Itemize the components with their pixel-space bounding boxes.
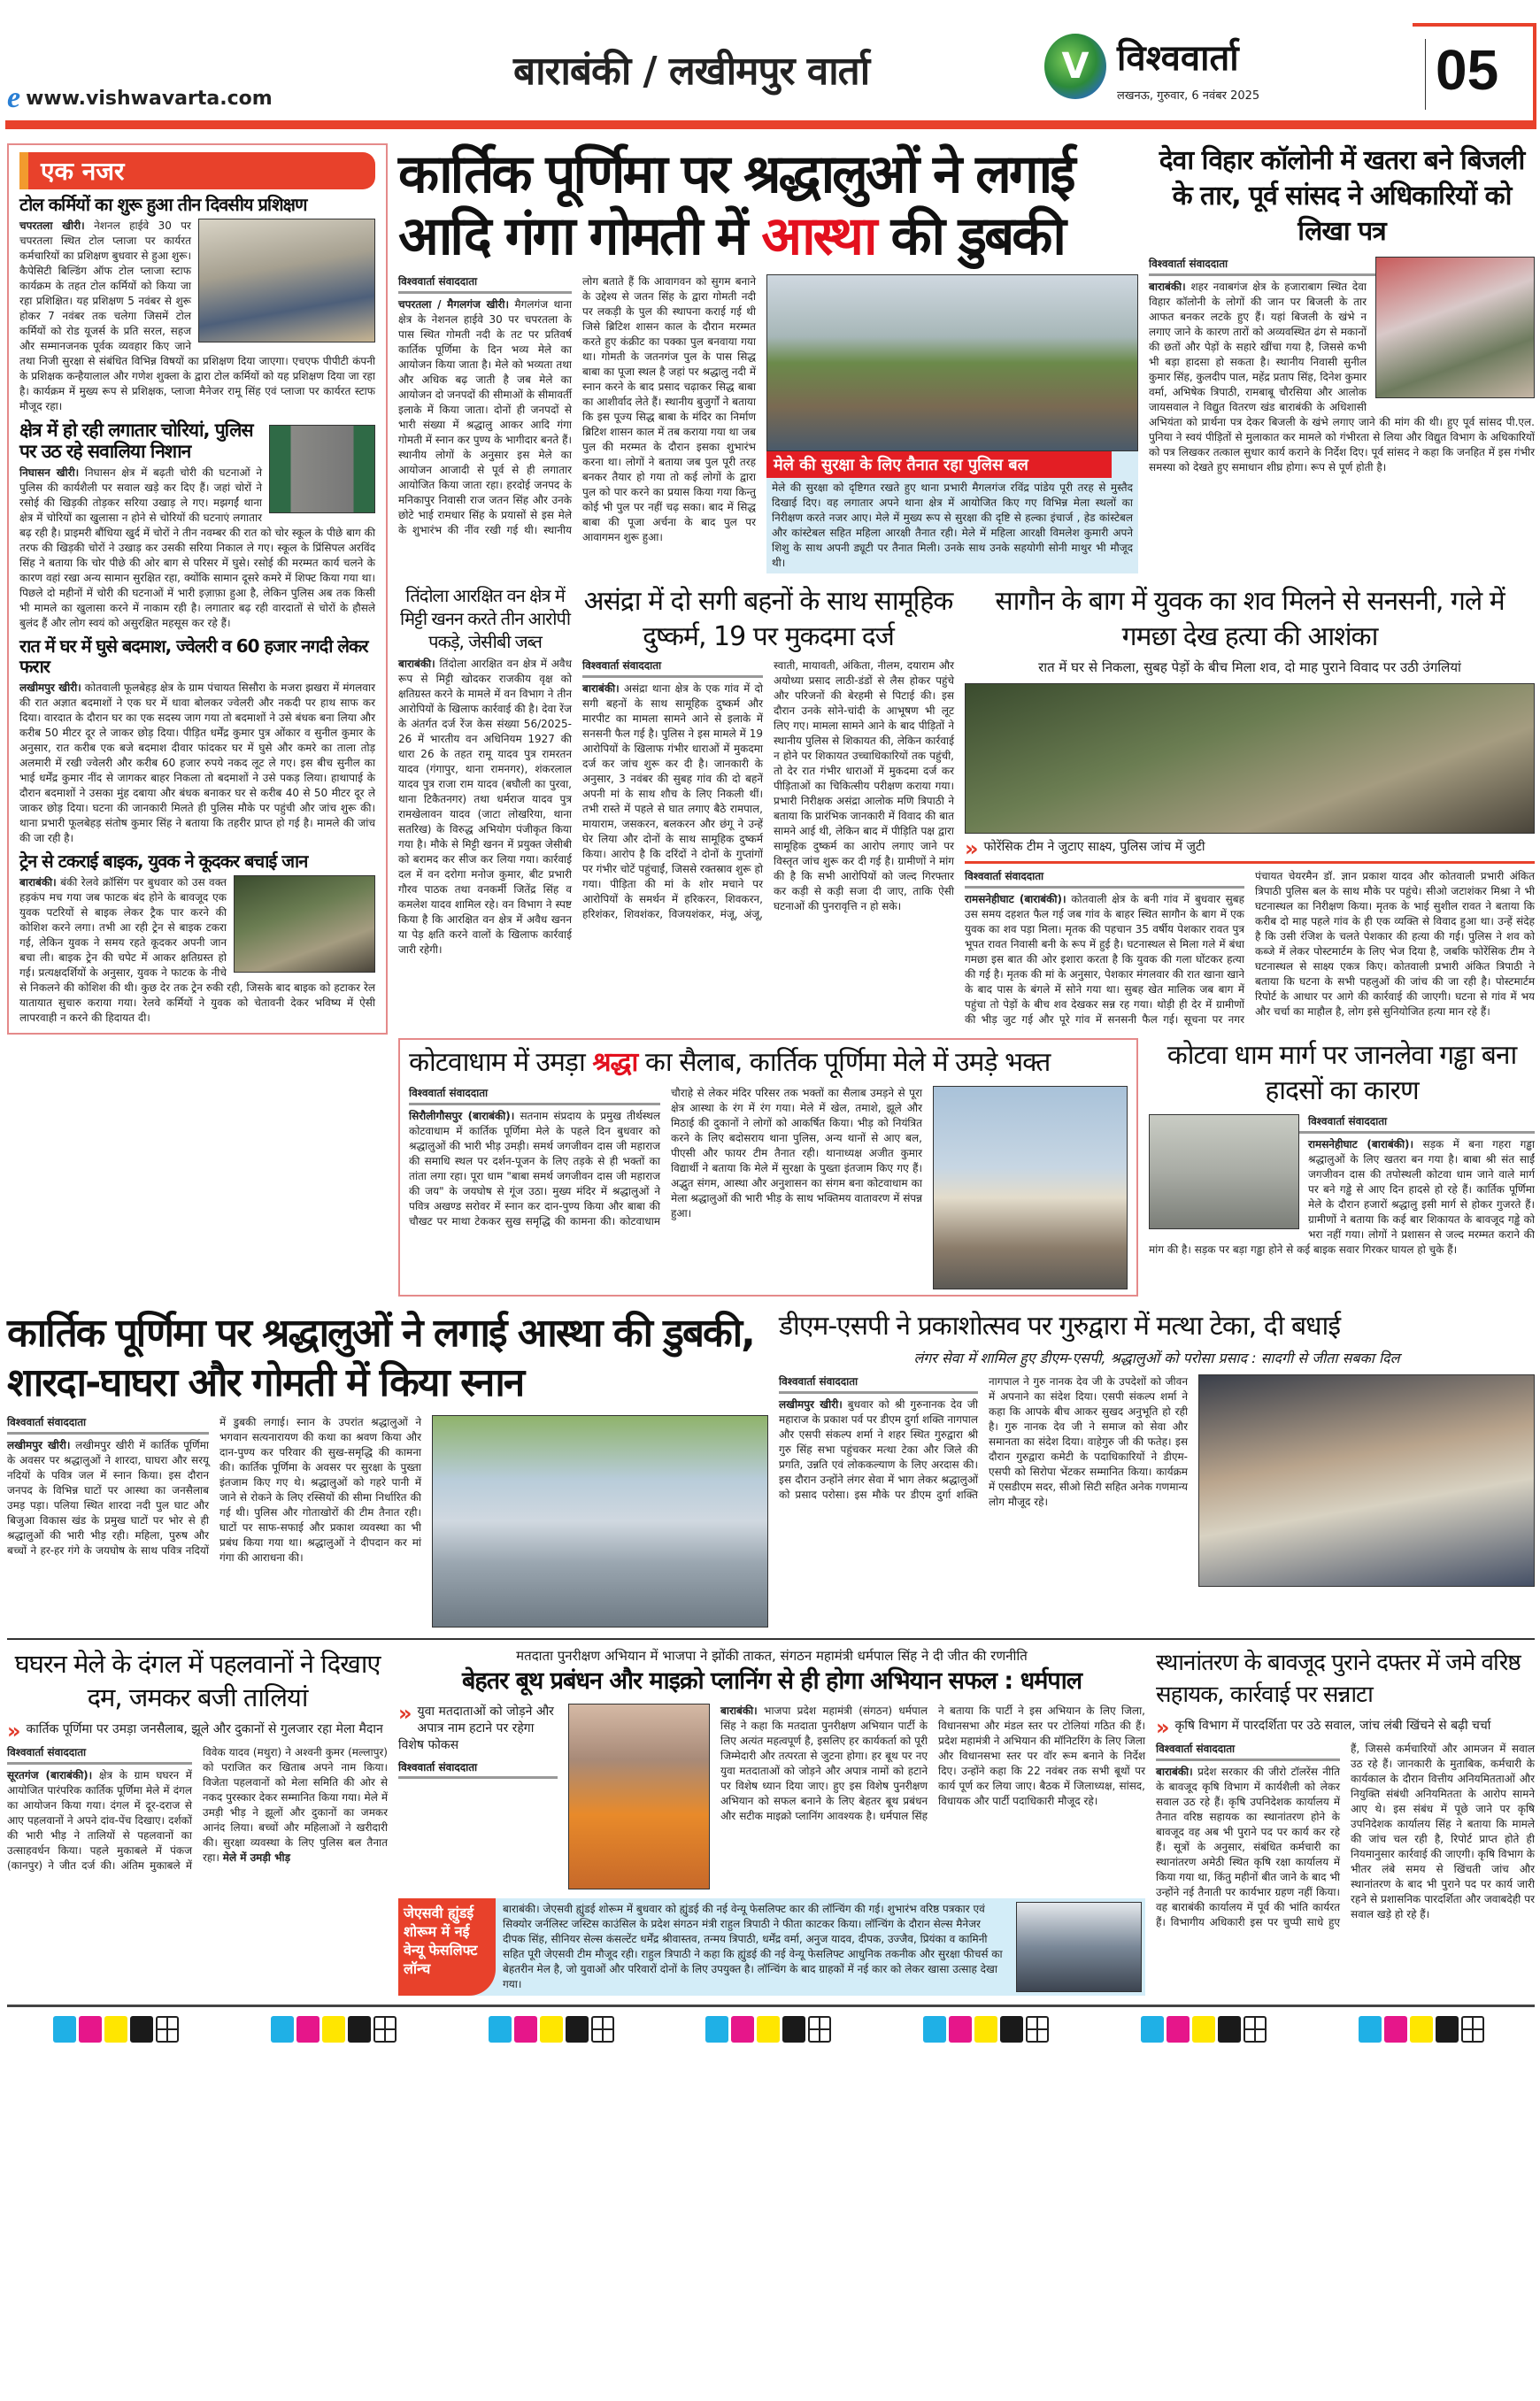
masthead [0, 0, 1540, 135]
color-bar-group [705, 2016, 834, 2043]
kotwa-marg-headline: कोटवा धाम मार्ग पर जानलेवा गड्ढा बना हादसों का कारण [1167, 1040, 1517, 1106]
color-swatch [566, 2016, 589, 2043]
sthanantaran-headline: स्थानांतरण के बावजूद पुराने दफ्तर में जमे वरिष्ठ सहायक, कार्रवाई पर सन्नाटा [1156, 1650, 1521, 1708]
photo-ghat-snan [432, 1415, 768, 1628]
color-swatch [296, 2016, 320, 2043]
asandra-story [582, 584, 954, 922]
crosshair-icon [591, 2016, 614, 2043]
dm-sp-headline: डीएम-एसपी ने प्रकाशोत्सव पर गुरुद्वारा में मत्था टेका, दी बधाई [779, 1311, 1341, 1342]
sharda-body: विश्ववार्ता संवाददाता लखीमपुर खीरी। लखीमपुर खीरी में कार्तिक पूर्णिमा के अवसर पर श्रद्धालुओं ने शारदा, घाघरा और सरयू नदियों के पवित्र जल में स्नान किया। इस दौरान जनपद के विभिन्न घाटों पर आस्था का जनसैलाब उमड़ पड़ा। पलिया स्थित शारदा नदी पुल घाट और बिजुआ विकास खंड के प्रमुख घाटों पर भोर से ही श्रद्धालुओं की भारी भीड़ रही। महिला, पुरुष और बच्चों ने हर-हर गंगे के जयघोष के साथ पवित्र नदियों में डुबकी लगाई। स्नान के उपरांत श्रद्धालुओं ने भगवान सत्यनारायण की कथा का श्रवण किया और दान-पुण्य कर परिवार की सुख-समृद्धि की कामना की। कार्तिक पूर्णिमा के अवसर पर सुरक्षा के पुख्ता इंतजाम किए गए थे। श्रद्धालुओं को गहरे पानी में जाने से रोकने के लिए रस्सियों की सीमा निर्धारित की गई थी। पुलिस और गोताखोरों की टीम तैनात रही। घाटों पर साफ-सफाई और प्रकाश व्यवस्था का भी प्रबंध किया गया था। श्रद्धालुओं ने दीपदान कर मां गंगा की आराधना की। [7, 1416, 421, 1564]
photo-train-bike [234, 875, 375, 973]
color-swatch [1141, 2016, 1164, 2043]
caption-title: मेले की सुरक्षा के लिए तैनात रहा पुलिस बल [766, 451, 1112, 478]
ad-body: बाराबंकी। जेएसवी ह्युंडई शोरूम में बुधवार को ह्युंडई की नई वेन्यू फेसलिफ्ट कार की लॉन्चिंग की गई। शुभारंभ वरिष्ठ पत्रकार एवं सिक्योर जर्नलिस्ट जस्टिस काउंसिल के प्रदेश संगठन मंत्री राहुल त्रिपाठी ने फीता काटकर किया। लॉन्चिंग के दौरान सेल्स मैनेजर दीपक सिंह, सीनियर सेल्स कंसल्टेंट धर्मेंद्र श्रीवास्तव, तन्मय त्रिपाठी, धर्मेंद्र वर्मा, अनुज यादव, दीपक, उज्जैव, प्रियंका व कामिनी सहित पूरी जेएसवी टीम मौजूद रही। राहुल त्रिपाठी ने कहा कि ह्युंडई की नई वेन्यू फेसलिफ्ट आधुनिक तकनीक और सुरक्षा फीचर्स का बेहतरीन मेल है, जो युवाओं और परिवारों दोनों के लिए उपयुक्त है। लॉन्चिंग के बाद ग्राहकों में नई कार को लेकर खासा उत्साह देखा गया। [503, 1903, 1003, 1990]
color-swatch [923, 2016, 946, 2043]
color-swatch [1436, 2016, 1459, 2043]
kotwa-marg-body: विश्ववार्ता संवाददाता रामसनेहीघाट (बाराबंकी)। सड़क में बना गहरा गड्ढा श्रद्धालुओं के लिए खतरा बन गया है। बाबा श्री संत साईं जगजीवन दास की तपोस्थली कोटवा धाम जाने वाले मार्ग पर बने गड्ढे से आए दिन हादसे हो रहे हैं। कार्तिक पूर्णिमा मेले के दौरान हजारों श्रद्धालु इसी मार्ग से होकर गुजरते हैं। ग्रामीणों ने बताया कि कई बार शिकायत के बावजूद गड्ढे को भरा नहीं गया। लोगों ने प्रशासन से जल्द मरम्मत कराने की मांग की है। सड़क पर बड़ा गड्ढा होने से कई बाइक सवार गिरकर घायल हो चुके हैं। [1149, 1115, 1535, 1256]
story [19, 851, 375, 1026]
color-swatch [104, 2016, 127, 2043]
crosshair-icon [156, 2016, 179, 2043]
matdata-pull-quote: » युवा मतदाताओं को जोड़ने और अपात्र नाम हटाने पर रहेगा विशेष फोकस [398, 1701, 554, 1752]
ghagharan-pull-quote: » कार्तिक पूर्णिमा पर उमड़ा जनसैलाब, झूले और दुकानों से गुलजार रहा मेला मैदान [7, 1719, 383, 1743]
tindola-story [398, 584, 572, 958]
color-bar-group [923, 2016, 1051, 2043]
double-chevron-icon: » [965, 836, 979, 861]
hyundai-advertorial [398, 1898, 1145, 1996]
matdata-body: बाराबंकी। भाजपा प्रदेश महामंत्री (संगठन) धर्मपाल सिंह ने कहा कि मतदाता पुनरीक्षण अभियान पार्टी के लिए अत्यंत महत्वपूर्ण है, इसलिए हर कार्यकर्ता को पूरी जिम्मेदारी और तत्परता से जुटना होगा। हर बूथ पर नए युवा मतदाताओं को जोड़ने और अपात्र नामों को हटाने पर विशेष ध्यान दिया जाए। हुए इस विशेष पुनरीक्षण अभियान को सफल बनाने के लिए बेहतर बूथ प्रबंधन और सटीक माइक्रो प्लानिंग आवश्यक है। धर्मपाल सिंह ने बताया कि पार्टी ने इस अभियान के लिए जिला, विधानसभा और मंडल स्तर पर टोलियां गठित की हैं। प्रदेश महामंत्री ने अभियान की मॉनिटरिंग के लिए जिला और विधानसभा स्तर पर वॉर रूम बनाने के निर्देश दिए। उन्होंने कहा कि 22 नवंबर तक सभी बूथों पर कार्य पूर्ण कर लिया जाए। बैठक में जिलाध्यक्ष, सांसद, विधायक और पार्टी पदाधिकारी मौजूद रहे। [720, 1705, 1145, 1822]
ek-nazar-box [7, 143, 388, 1035]
brand-name: विश्ववार्ता [1117, 38, 1239, 79]
matdata-kicker: मतदाता पुनरीक्षण अभियान में भाजपा ने झोंकी ताकत, संगठन महामंत्री धर्मपाल सिंह ने दी जीत की रणनीति [516, 1648, 1028, 1664]
story [19, 636, 375, 846]
dm-sp-subhead: लंगर सेवा में शामिल हुए डीएम-एसपी, श्रद्धालुओं को परोसा प्रसाद : सादगी से जीता सबका दिल [913, 1350, 1400, 1366]
photo-kotwadham-temple [933, 1086, 1128, 1289]
ghagharan-story [7, 1647, 388, 1874]
crosshair-icon [808, 2016, 831, 2043]
sagaun-story [965, 584, 1535, 1027]
header-rule [5, 120, 1536, 129]
sagaun-body: विश्ववार्ता संवाददाता रामसनेहीघाट (बाराबंकी)। कोतवाली क्षेत्र के बनी गांव में बुधवार सुबह उस समय दहशत फैल गई जब गांव के बाहर स्थित सागौन के बाग में एक युवक का शव पड़ा मिला। मृतक की पहचान 35 वर्षीय पेशकार रावत पुत्र भूपत रावत निवासी बनी के रूप में हुई है। घटनास्थल से मिला गले में बंधा गमछा इस बात की ओर इशारा करता है कि युवक की गला घोंटकर हत्या की गई है। मृतक की मां के अनुसार, पेशकार मंगलवार की रात खाना खाने के बाद पास के बंगले में सोने गया था। सुबह खेत मालिक जब बाग में पहुंचा तो पेड़ों के बीच शव देखकर सन्न रह गया। थोड़ी ही देर में ग्रामीणों की भीड़ जुट गई और पूरे गांव में सनसनी फैल गई। सूचना पर नगर पंचायत चेयरमैन डॉ. ज्ञान प्रकाश यादव और कोतवाली प्रभारी अंकित त्रिपाठी पुलिस बल के साथ मौके पर पहुंचे। सीओ जटाशंकर मिश्रा ने भी घटनास्थल का निरीक्षण किया। मृतक के भाई सुशील रावत ने बताया कि करीब दो माह पहले गांव के ही एक व्यक्ति से विवाद हुआ था। उन्हें संदेह है कि उसी रंजिश के चलते पेशकार की हत्या की गई। पुलिस ने शव को कब्जे में लेकर पोस्टमार्टम के लिए भेज दिया है, जबकि फोरेंसिक टीम ने घटनास्थल से साक्ष्य एकत्र किए। कोतवाली प्रभारी अंकित त्रिपाठी ने बताया कि घटना के सभी पहलुओं की जांच की जा रही है। पोस्टमार्टम रिपोर्ट के आधार पर आगे की कार्रवाई की जाएगी। घटना से गांव में भय और चर्चा का माहौल है, लोग इसे सुनियोजित हत्या मान रहे हैं। [965, 870, 1535, 1026]
photo-showroom-launch [1016, 1902, 1142, 1992]
color-bar-group [1359, 2016, 1487, 2043]
ad-title: जेएसवी ह्युंडई शोरूम में नई वेन्यू फेसलिफ्ट लॉन्च [398, 1898, 496, 1996]
sthanantaran-pull-quote: » कृषि विभाग में पारदर्शिता पर उठे सवाल, जांच लंबी खिंचने से बढ़ी चर्चा [1156, 1715, 1491, 1740]
color-bar-group [271, 2016, 399, 2043]
story-body: चपरतला खीरी। नेशनल हाईवे 30 पर चपरतला स्थित टोल प्लाजा पर कार्यरत कर्मचारियों का प्रशिक्षण बुधवार से हुआ शुरू। कैपेसिटी बिल्डिंग ऑफ टोल प्लाजा स्टाफ कार्यक्रम के तहत टोल कर्मियों को किया जा रहा प्रशिक्षित। यह प्रशिक्षण 5 नवंबर से शुरू होकर 7 नवंबर तक चलेगा जिसमें टोल कर्मियों को रोड यूजर्स के प्रति सरल, सहज और सम्मानजनक पूर्वक व्यवहार किए जाने तथा निजी सुरक्षा से संबंधित विभिन्न विषयों का प्रशिक्षण दिया जाएगा। एचएफ पीपीटी कंपनी के प्रशिक्षक कन्हैयालाल और गणेश शुक्ला के द्वारा टोल कर्मियों को यह प्रशिक्षण दिया जा रहा है। कार्यक्रम में मुख्य रूप से प्रशिक्षक, प्लाजा मैनेजर रामू सिंह एवं प्लाजा पर कार्यरत स्टाफ मौजूद रहा। [19, 219, 375, 412]
page-number: 05 [1436, 38, 1499, 102]
ghagharan-headline: घघरन मेले के दंगल में पहलवानों ने दिखाए दम, जमकर बजी तालियां [14, 1649, 381, 1712]
double-chevron-icon: » [1156, 1715, 1170, 1740]
photo-dharmpal [568, 1704, 710, 1889]
color-swatch [949, 2016, 972, 2043]
color-swatch [1192, 2016, 1215, 2043]
story-headline: ट्रेन से टकराई बाइक, युवक ने कूदकर बचाई जान [19, 850, 308, 873]
page-number-box [1413, 23, 1536, 120]
matdata-column [398, 1647, 1145, 1996]
asandra-body: विश्ववार्ता संवाददाता बाराबंकी। असंद्रा थाना क्षेत्र के एक गांव में दो सगी बहनों के साथ सामूहिक दुष्कर्म और मारपीट का मामला सामने आने से इलाके में सनसनी फैल गई है। पुलिस ने इस मामले में 19 आरोपियों के खिलाफ गंभीर धाराओं में मुकदमा दर्ज कर जांच शुरू कर दी है। जानकारी के अनुसार, 3 नवंबर की सुबह गांव की दो बहनें अपनी मां के साथ शौच के लिए निकली थीं। तभी रास्ते में पहले से घात लगाए बैठे रामपाल, मायाराम, जसकरन, बलकरन और छंगू ने उन्हें घेर लिया और दोनों के साथ सामूहिक दुष्कर्म किया। आरोप है कि दरिंदों ने दोनों के गुप्तांगों पर गंभीर चोटें पहुंचाईं, जिससे रक्तस्राव शुरू हो गया। पीड़िता की मां के शोर मचाने पर आरोपियों के समर्थन में हरिकरन, शिवकरन, हरिशंकर, शिवशंकर, विजयशंकर, मंजू, अंजू, स्वाती, मायावती, अंकिता, नीलम, दयाराम और अयोध्या प्रसाद लाठी-डंडों से लैस होकर पहुंचे और परिजनों की बेरहमी से पिटाई की। इस दौरान उनके सोने-चांदी के आभूषण भी लूट लिए गए। मामला सामने आने के बाद पीड़ितों ने स्थानीय पुलिस से शिकायत की, लेकिन कार्रवाई न होने पर शिकायत उच्चाधिकारियों तक पहुंची, तो देर रात गंभीर धाराओं में मुकदमा दर्ज कर पीड़िताओं का चिकित्सीय परीक्षण कराया गया। प्रभारी निरीक्षक असंद्रा आलोक मणि त्रिपाठी ने बताया कि प्रारंभिक जानकारी में विवाद की बात सामने आई थी, लेकिन बाद में पीड़िति पक्ष द्वारा सामूहिक दुष्कर्म का आरोप लगाए जाने पर विस्तृत जांच शुरू कर दी गई है। ग्रामीणों ने मांग की है कि सभी आरोपियों को जल्द गिरफ्तार कर कड़ी से कड़ी सजा दी जाए, ताकि ऐसी घटनाओं की पुनरावृत्ति न हो सके। [582, 659, 954, 920]
website-link[interactable]: e www.vishwavarta.com [7, 81, 273, 114]
color-swatch [53, 2016, 76, 2043]
lead-body: विश्ववार्ता संवाददाता चपरतला / मैगलगंज खीरी। मैगलगंज थाना क्षेत्र के नेशनल हाईवे 30 पर चपरतला के पास स्थित गोमती नदी के तट पर प्रतिवर्ष कार्तिक पूर्णिमा के दिन भव्य मेले का आयोजन किया जाता है। मेले को भव्यता तथा और अधिक बढ़ जाती है जब मेले का आयोजन दो जनपदों की सीमाओं के सीमावर्ती इलाके में किया जाता। दोनों ही जनपदों से भारी संख्या में श्रद्धालु आकर आदि गंगा गोमती में स्नान कर पुण्य के भागीदार बनते हैं। स्थानीय लोगों के अनुसार इस मेले का आयोजन आजादी से पूर्व से ही लगातार आयोजित किया जाता रहा। हरदोई जनपद के मनिकापुर निवासी राज जतन सिंह और उनके छोटे भाई रामधार सिंह के प्रयासों से इस मेले के शुभारंभ की नींव रखी गई थी। स्थानीय लोग बताते हैं कि आवागवन को सुगम बनाने के उद्देश्य से जतन सिंह के द्वारा गोमती नदी पर लकड़ी के पुल की स्थापना कराई गई थी जिसे ब्रिटिश शासन काल के दौरान मरम्मत करते हुए कंक्रीट का पक्का पुल बनवाया गया था। गोमती के जतनगंज पुल के पास सिद्ध बाबा का पूजा स्थल है जहां पर श्रद्धालु नदी में स्नान करने के बाद प्रसाद चढ़ाकर सिद्ध बाबा का आशीर्वाद लेते हैं। स्थानीय बुजुर्गों ने बताया कि इस पूज्य सिद्ध बाबा के मंदिर का निर्माण ब्रिटिश शासन काल में तब कराया गया था जब पुल की मरम्मत के दौरान इसका शुभारंभ करना था। लोगों ने बताया जब पुल पूरी तरह बनकर तैयार हो गया तो कई लोगों के द्वारा पुल को पार करने का प्रयास किया गया किन्तु कोई भी पुल पर नहीं चढ़ सका। बाद में सिद्ध बाबा की पूजा अर्चना के बाद पुल पर आवागमन शुरू हुआ। [398, 275, 756, 543]
color-swatch [705, 2016, 728, 2043]
crosshair-icon [1244, 2016, 1267, 2043]
color-swatch [322, 2016, 345, 2043]
dm-sp-body: विश्ववार्ता संवाददाता लखीमपुर खीरी। बुधवार को श्री गुरुनानक देव जी महाराज के प्रकाश पर्व पर डीएम दुर्गा शक्ति नागपाल और एसपी संकल्प शर्मा ने शहर स्थित गुरुद्वारा श्री गुरु सिंह सभा पहुंचकर मत्था टेका और जिले की प्रगति, उन्नति एवं लोककल्याण के लिए अरदास की। इस दौरान उन्होंने लंगर सेवा में भाग लेकर श्रद्धालुओं को प्रसाद परोसा। इस मौके पर डीएम दुर्गा शक्ति नागपाल ने गुरु नानक देव जी के उपदेशों को जीवन में अपनाने का संदेश दिया। एसपी संकल्प शर्मा ने कहा कि आपके बीच आकर सुखद अनुभूति हो रही है। गुरु नानक देव जी ने समाज को सेवा और समानता का संदेश दिया। वाहेगुरु जी की फतेह। इस दौरान गुरुद्वारा कमेटी के पदाधिकारियों ने डीएम-एसपी को सिरोपा भेंटकर सम्मानित किया। कार्यक्रम में एसडीएम सदर, सीओ सिटी सहित अनेक गणमान्य लोग मौजूद रहे। [779, 1375, 1188, 1508]
top-section [0, 135, 1540, 1297]
deva-vihar-body: विश्ववार्ता संवाददाता बाराबंकी। शहर नवाबगंज क्षेत्र के हजाराबाग स्थित देवा विहार कॉलोनी के लोगों की जान पर बिजली के तार आफत बनकर लटके हुए हैं। यहां बिजली के खंभे न लगाए जाने के कारण तारों को अव्यवस्थित ढंग से मकानों की छतों और पेड़ों के सहारे खींचा गया है, जिससे कभी भी बड़ा हादसा हो सकता है। स्थानीय निवासी सुनील कुमार सिंह, कुलदीप पाल, महेंद्र प्रताप सिंह, दिनेश कुमार वर्मा, अभिषेक त्रिपाठी, रामबाबू चौरसिया और आलोक जायसवाल ने विद्युत वितरण खंड बाराबंकी के अधिशासी अभियंता को प्रार्थना पत्र देकर बिजली के खंभे लगाए जाने की मांग की थी। हुए पूर्व सांसद पी.एल. पुनिया ने स्वयं पीड़ितों से मुलाकात कर मामले को गंभीरता से लिया और विद्युत विभाग के अधिकारियों को पत्र लिखकर तत्काल सुधार कार्य कराने के निर्देश दिए। पूर्व सांसद ने कहा कि जनहित में इस गंभीर समस्या को देखते हुए समाधान शीघ्र होगा। रूप से पूर्ण होती है। [1149, 258, 1535, 473]
logo: V [1044, 34, 1106, 99]
story-body: लखीमपुर खीरी। कोतवाली फूलबेहड़ क्षेत्र के ग्राम पंचायत सिसौरा के मजरा झखरा में मंगलवार की रात अज्ञात बदमाशों ने एक घर में धावा बोलकर ज्वेलरी और नकदी पर हाथ साफ कर दिया। वारदात के दौरान घर का एक सदस्य जाग गया तो बदमाशों ने उसे बंधक बना लिया और करीब 50 मीटर दूर ले जाकर छोड़ दिया। पीड़ित धर्मेंद्र कुमार पुत्र ओंकार व सुनील कुमार के अनुसार, रात करीब एक बजे बदमाश दीवार फांदकर घर में घुसे और कमरे का ताला तोड़ अलमारी में रखी ज्वेलरी और करीब 60 हजार रुपये नकद लूट ले गए। इस बीच सुनील का भाई धर्मेंद्र कुमार नींद से जागकर बाहर निकला तो बदमाशों ने उसे पकड़ लिया। हाथापाई के दौरान बदमाशों ने उसका मुंह दबाया और बंधक बनाकर घर से करीब 40 से 50 मीटर दूर ले जाकर छोड़ दिया। घटना की जानकारी मिलते ही पुलिस मौके पर पहुंची और जांच शुरू की। थाना प्रभारी फूलबेहड़ संतोष कुमार सिंह ने बताया कि तहरीर प्राप्त हो गई है। मामले की जांच की जा रही है। [19, 681, 375, 845]
color-swatch [79, 2016, 102, 2043]
dm-sp-story [779, 1309, 1535, 1587]
sthanantaran-body: विश्ववार्ता संवाददाता बाराबंकी। प्रदेश सरकार की जीरो टॉलरेंस नीति के बावजूद कृषि विभाग में कार्यशैली को लेकर सवाल उठ रहे हैं। कृषि उपनिदेशक कार्यालय में तैनात वरिष्ठ सहायक का स्थानांतरण होने के बावजूद वह अब भी पुराने पद पर कार्य कर रहे हैं। सूत्रों के अनुसार, संबंधित कर्मचारी का स्थानांतरण अमेठी स्थित कृषि रक्षा कार्यालय में किया गया था, किंतु महीनों बीत जाने के बाद भी उन्होंने नई तैनाती पर कार्यभार ग्रहण नहीं किया। वह बाराबंकी कार्यालय में पूर्व की भांति कार्यरत हैं। विभागीय अधिकारी इस पर चुप्पी साधे हुए हैं, जिससे कर्मचारियों और आमजन में सवाल उठ रहे हैं। जानकारी के मुताबिक, कर्मचारी के कार्यकाल के दौरान वित्तीय अनियमितताओं और नियुक्ति संबंधी अनियमितता के आरोप सामने आए थे। इस संबंध में पूछे जाने पर कृषि उपनिदेशक कार्यालय सिंह ने बताया कि मामले की जांच चल रही है, रिपोर्ट प्राप्त होते ही नियमानुसार कार्रवाई की जाएगी। कृषि विभाग के भीतर लंबे समय से खिंचती जांच और स्थानांतरण के बाद भी पुराने पद पर कार्य जारी रहने से प्रशासनिक पारदर्शिता और जवाबदेही पर सवाल खड़े हो रहे हैं। [1156, 1743, 1535, 1928]
sharda-headline: कार्तिक पूर्णिमा पर श्रद्धालुओं ने लगाई आस्था की डुबकी, शारदा-घाघरा और गोमती में किया स्नान [7, 1311, 754, 1405]
section-title: बाराबंकी / लखीमपुर वार्ता [513, 49, 870, 94]
color-swatch [1000, 2016, 1023, 2043]
color-swatch [1410, 2016, 1433, 2043]
browser-e-icon: e [7, 81, 21, 114]
sagaun-headline: सागौन के बाग में युवक का शव मिलने से सनसनी, गले में गमछा देख हत्या की आशंका [995, 586, 1505, 652]
main-area [398, 143, 1535, 1297]
color-swatch [514, 2016, 537, 2043]
sagaun-subhead: रात में घर से निकला, सुबह पेड़ों के बीच मिला शव, दो माह पुराने विवाद पर उठी उंगलियां [1038, 659, 1461, 675]
kotwadham-headline: कोटवाधाम में उमड़ा श्रद्धा का सैलाब, कार्तिक पूर्णिमा मेले में उमड़े भक्त [409, 1047, 1051, 1078]
photo-toll-training [198, 219, 375, 342]
photo-theft-window [269, 425, 375, 513]
color-swatch [974, 2016, 997, 2043]
color-swatch [348, 2016, 371, 2043]
kotwa-marg-story [1149, 1038, 1535, 1258]
color-swatch [782, 2016, 805, 2043]
color-bar-group [53, 2016, 181, 2043]
dm-sp-byline: विश्ववार्ता संवाददाता [779, 1374, 978, 1394]
crosshair-icon [373, 2016, 397, 2043]
matdata-headline: बेहतर बूथ प्रबंधन और माइक्रो प्लानिंग से ही होगा अभियान सफल : धर्मपाल [462, 1667, 1082, 1695]
dateline: लखनऊ, गुरुवार, 6 नवंबर 2025 [1117, 89, 1260, 103]
deva-vihar-end: रूप से पूर्ण होती है। [1310, 461, 1387, 473]
middle-section [0, 1297, 1540, 1628]
story-body: निघासन खीरी। निघासन क्षेत्र में बढ़ती चोरी की घटनाओं ने पुलिस की कार्यशैली पर सवाल खड़े कर दिए हैं। जहां चोरों ने रसोई की खिड़की तोड़कर सरिया उखाड़ ले गए। मझगईं थाना क्षेत्र में चोरियों का खुलासा न होने से चोरियों की घटनाएं लगातार बढ़ रही है। प्राइमरी बौंधिया खुर्द में चोरों ने तीन नवम्बर की रात को चोर स्कूल के पीछे बाग की तरफ की खिड़की चोरों ने उखाड़ कर उसकी सरिया निकाल ले गए। स्कूल के प्रिंसिपल अरविंद सिंह ने बताया कि चोर पीछे की ओर बाग से परिसर में घुसे। रसोई की मरम्मत कार्य चलने के कारण वहां रखा अन्य सामान सुरक्षित रहा, क्योंकि सामान दूसरे कमरे में शिफ्ट किया गया था। पिछले दो महीनों में चोरी की घटनाओं में भारी इज़ाफ़ा हुआ है, लेकिन पुलिस अब तक किसी भी मामले का खुलासा करने में नाकाम रही है। लगातार बढ़ रही वारदातों से चोरों के हौसले बुलंद हैं और लोग स्वयं को असुरक्षित महसूस कर रहे हैं। [19, 466, 375, 630]
color-swatch [130, 2016, 153, 2043]
color-swatch [731, 2016, 754, 2043]
double-chevron-icon: » [7, 1719, 21, 1743]
kotwadham-box [398, 1038, 1138, 1297]
ek-nazar-label: एक नजर [19, 152, 375, 189]
lead-headline: कार्तिक पूर्णिमा पर श्रद्धालुओं ने लगाई आदि गंगा गोमती में आस्था की डुबकी [398, 143, 1074, 267]
double-chevron-icon: » [398, 1701, 412, 1726]
color-swatch [1359, 2016, 1382, 2043]
story-headline: रात में घर में घुसे बदमाश, ज्वेलरी व 60 हजार नगदी लेकर फरार [19, 635, 368, 678]
story-body: बाराबंकी। बंकी रेलवे क्रॉसिंग पर बुधवार को उस वक्त हड़कंप मच गया जब फाटक बंद होने के बावजूद एक युवक पटरियों से बाइक लेकर ट्रैक पार करने की कोशिश करने लगा। तभी आ रही ट्रेन से बाइक टकरा गई, लेकिन युवक ने समय रहते कूदकर अपनी जान बचा ली। बाइक ट्रेन की चपेट में आकर क्षतिग्रस्त हो गई। प्रत्यक्षदर्शियों के अनुसार, युवक ने फाटक के नीचे से निकलने की कोशिश की थी। कुछ देर तक ट्रेन रुकी रही, जिसके बाद बाइक को हटाकर रेल यातायात सुचारु कराया गया। रेलवे कर्मियों ने युवक को चेतावनी देकर भविष्य में ऐसी लापरवाही न करने की हिदायत दी। [19, 876, 375, 1025]
photo-gurudwara [1198, 1374, 1535, 1587]
color-swatch [1384, 2016, 1407, 2043]
sharda-story [7, 1309, 768, 1628]
story-headline: क्षेत्र में हो रही लगातार चोरियां, पुलिस पर उठ रहे सवालिया निशान [19, 419, 253, 463]
crosshair-icon [1026, 2016, 1049, 2043]
color-bar-group [1141, 2016, 1269, 2043]
story [19, 195, 375, 414]
story-headline: टोल कर्मियों का शुरू हुआ तीन दिवसीय प्रशिक्षण [19, 194, 307, 215]
color-swatch [271, 2016, 294, 2043]
story [19, 419, 375, 631]
color-swatch [757, 2016, 780, 2043]
color-swatch [489, 2016, 512, 2043]
crosshair-icon [1461, 2016, 1484, 2043]
sagaun-pull-quote: » फोरेंसिक टीम ने जुटाए साक्ष्य, पुलिस जांच में जुटी [965, 839, 1535, 864]
color-swatch [1218, 2016, 1241, 2043]
lead-story [398, 143, 1138, 573]
photo-sagaun-police [965, 683, 1535, 834]
deva-vihar-headline: देवा विहार कॉलोनी में खतरा बने बिजली के तार, पूर्व सांसद ने अधिकारियों को लिखा पत्र [1159, 145, 1525, 247]
caption-body: मेले की सुरक्षा को दृष्टिगत रखते हुए थाना प्रभारी मैगलगंज रविंद्र पांडेय पूरी तरह से मुस्तैद दिखाई दिए। वह लगातार अपने थाना क्षेत्र में आयोजित किए गए विभिन्न मेला स्थलों का निरीक्षण करते नजर आए। मेले में मुख्य रूप से सुरक्षा की दृष्टि से हल्का इंचार्ज , हेड कांस्टेबल और कांस्टेबल सहित महिला आरक्षी तैनात रही। मेले में महिला आरक्षी विमलेश कुमारी अपने शिशु के साथ अपनी ड्यूटी पर तैनात मिली। उनके साथ उनके सहयोगी सोनी माथुर भी मौजूद थी। [772, 481, 1133, 569]
color-swatch [540, 2016, 563, 2043]
tindola-headline: तिंदोला आरक्षित वन क्षेत्र में मिट्टी खनन करते तीन आरोपी पकड़े, जेसीबी जब्त [399, 585, 571, 652]
registration-marks [0, 2007, 1540, 2055]
sthanantaran-story [1156, 1647, 1535, 1930]
bottom-section [0, 1640, 1540, 1996]
lead-caption [766, 451, 1138, 573]
tindola-body: बाराबंकी। तिंदोला आरक्षित वन क्षेत्र में अवैध रूप से मिट्टी खोदकर राजकीय वृक्ष को क्षतिग्रस्त करने के मामले में वन विभाग ने तीन आरोपियों के खिलाफ कार्रवाई की है। देवा रेंज के अंतर्गत दर्ज रेंज केस संख्या 56/2025-26 में भारतीय वन अधिनियम 1927 की धारा 26 के तहत रामू यादव पुत्र रामरतन यादव (गंगापुर, थाना रामनगर), शंकरलाल यादव पुत्र राजा राम यादव (बघौली का पुरवा, थाना टिकैतनगर) तथा धर्मराज यादव पुत्र रामखेलावन यादव (जाटा लोखरिया, थाना सतरिख) के विरुद्ध अभियोग पंजीकृत किया गया है। मौके से मिट्टी खनन में प्रयुक्त जेसीबी को बरामद कर सीज कर लिया गया। कार्रवाई दल में वन दरोगा मनोज कुमार, बीट प्रभारी गौरव पाठक तथा वनकर्मी जितेंद्र सिंह व कमलेश यादव शामिल रहे। वन विभाग ने स्पष्ट किया है कि आरक्षित वन क्षेत्र में अवैध खनन या पेड़ क्षति करने वालों के खिलाफ कार्रवाई जारी रहेगी। [398, 658, 572, 956]
deva-vihar-story [1149, 143, 1535, 475]
matdata-story [398, 1647, 1145, 1889]
matdata-byline: विश्ववार्ता संवाददाता [398, 1759, 558, 1779]
color-bar-group [489, 2016, 617, 2043]
photo-gomti-snan [766, 274, 1138, 451]
photo-pothole-road [1149, 1114, 1299, 1229]
ghagharan-body: विश्ववार्ता संवाददाता सूरतगंज (बाराबंकी)। क्षेत्र के ग्राम घघरन में आयोजित पारंपरिक कार्तिक पूर्णिमा मेले में दंगल का आयोजन किया गया। दंगल में दूर-दराज से आए पहलवानों ने अपने दांव-पेंच दिखाए। दर्शकों की भारी भीड़ ने तालियों से पहलवानों का उत्साहवर्धन किया। पहले मुकाबले में पंकज (कानपुर) ने जीत दर्ज की। अंतिम मुकाबले में विवेक यादव (मथुरा) ने अश्वनी कुमर (मल्लापुर) को पराजित कर खिताब अपने नाम किया। विजेता पहलवानों को मेला समिति की ओर से नकद पुरस्कार देकर सम्मानित किया गया। मेले में उमड़ी भीड़ ने झूलों और दुकानों का जमकर आनंद लिया। बच्चों और महिलाओं ने खरीदारी की। सुरक्षा व्यवस्था के लिए पुलिस बल तैनात रहा। मेले में उमड़ी भीड़ [7, 1746, 388, 1872]
color-swatch [1167, 2016, 1190, 2043]
kotwadham-body: विश्ववार्ता संवाददाता सिरौलीगौसपुर (बाराबंकी)। सतनाम संप्रदाय के प्रमुख तीर्थस्थल कोटवाधाम में कार्तिक पूर्णिमा मेले के पहले दिन बुधवार को श्रद्धालुओं की भारी भीड़ उमड़ी। समर्थ जगजीवन दास जी महाराज की समाधि स्थल पर दर्शन-पूजन के लिए तड़के से ही भक्तों का तांता लगा रहा। पूरा धाम "बाबा समर्थ जगजीवन दास जी महाराज की जय" के जयघोष से गूंज उठा। मुख्य मंदिर में श्रद्धालुओं ने पवित्र अखण्ड सरोवर में स्नान कर दान-पुण्य किया और बाबा की चौखट पर माथा टेककर सुख समृद्धि की कामना की। कोटवाधाम चौराहे से लेकर मंदिर परिसर तक भक्तों का सैलाब उमड़ने से पूरा क्षेत्र आस्था के रंग में रंग गया। मेले में खेल, तमाशे, झूले और मिठाई की दुकानों ने लोगों को आकर्षित किया। भीड़ को नियंत्रित करने के लिए बदोसराय थाना पुलिस, अन्य थानों से आए बल, पीएसी और फायर टीम तैनात रही। थानाध्यक्ष अजीत कुमार विद्यार्थी ने बताया कि मेले में सुरक्षा के पुख्ता इंतजाम किए गए हैं। अद्भुत संगम, आस्था और अनुशासन का संगम बना कोटवाधाम का मेला श्रद्धालुओं की भारी भीड़ के साथ भक्तिमय वातावरण में संपन्न हुआ। [409, 1087, 922, 1227]
photo-electric-wires [1375, 257, 1535, 398]
asandra-headline: असंद्रा में दो सगी बहनों के साथ सामूहिक दुष्कर्म, 19 पर मुकदमा दर्ज [583, 586, 953, 652]
